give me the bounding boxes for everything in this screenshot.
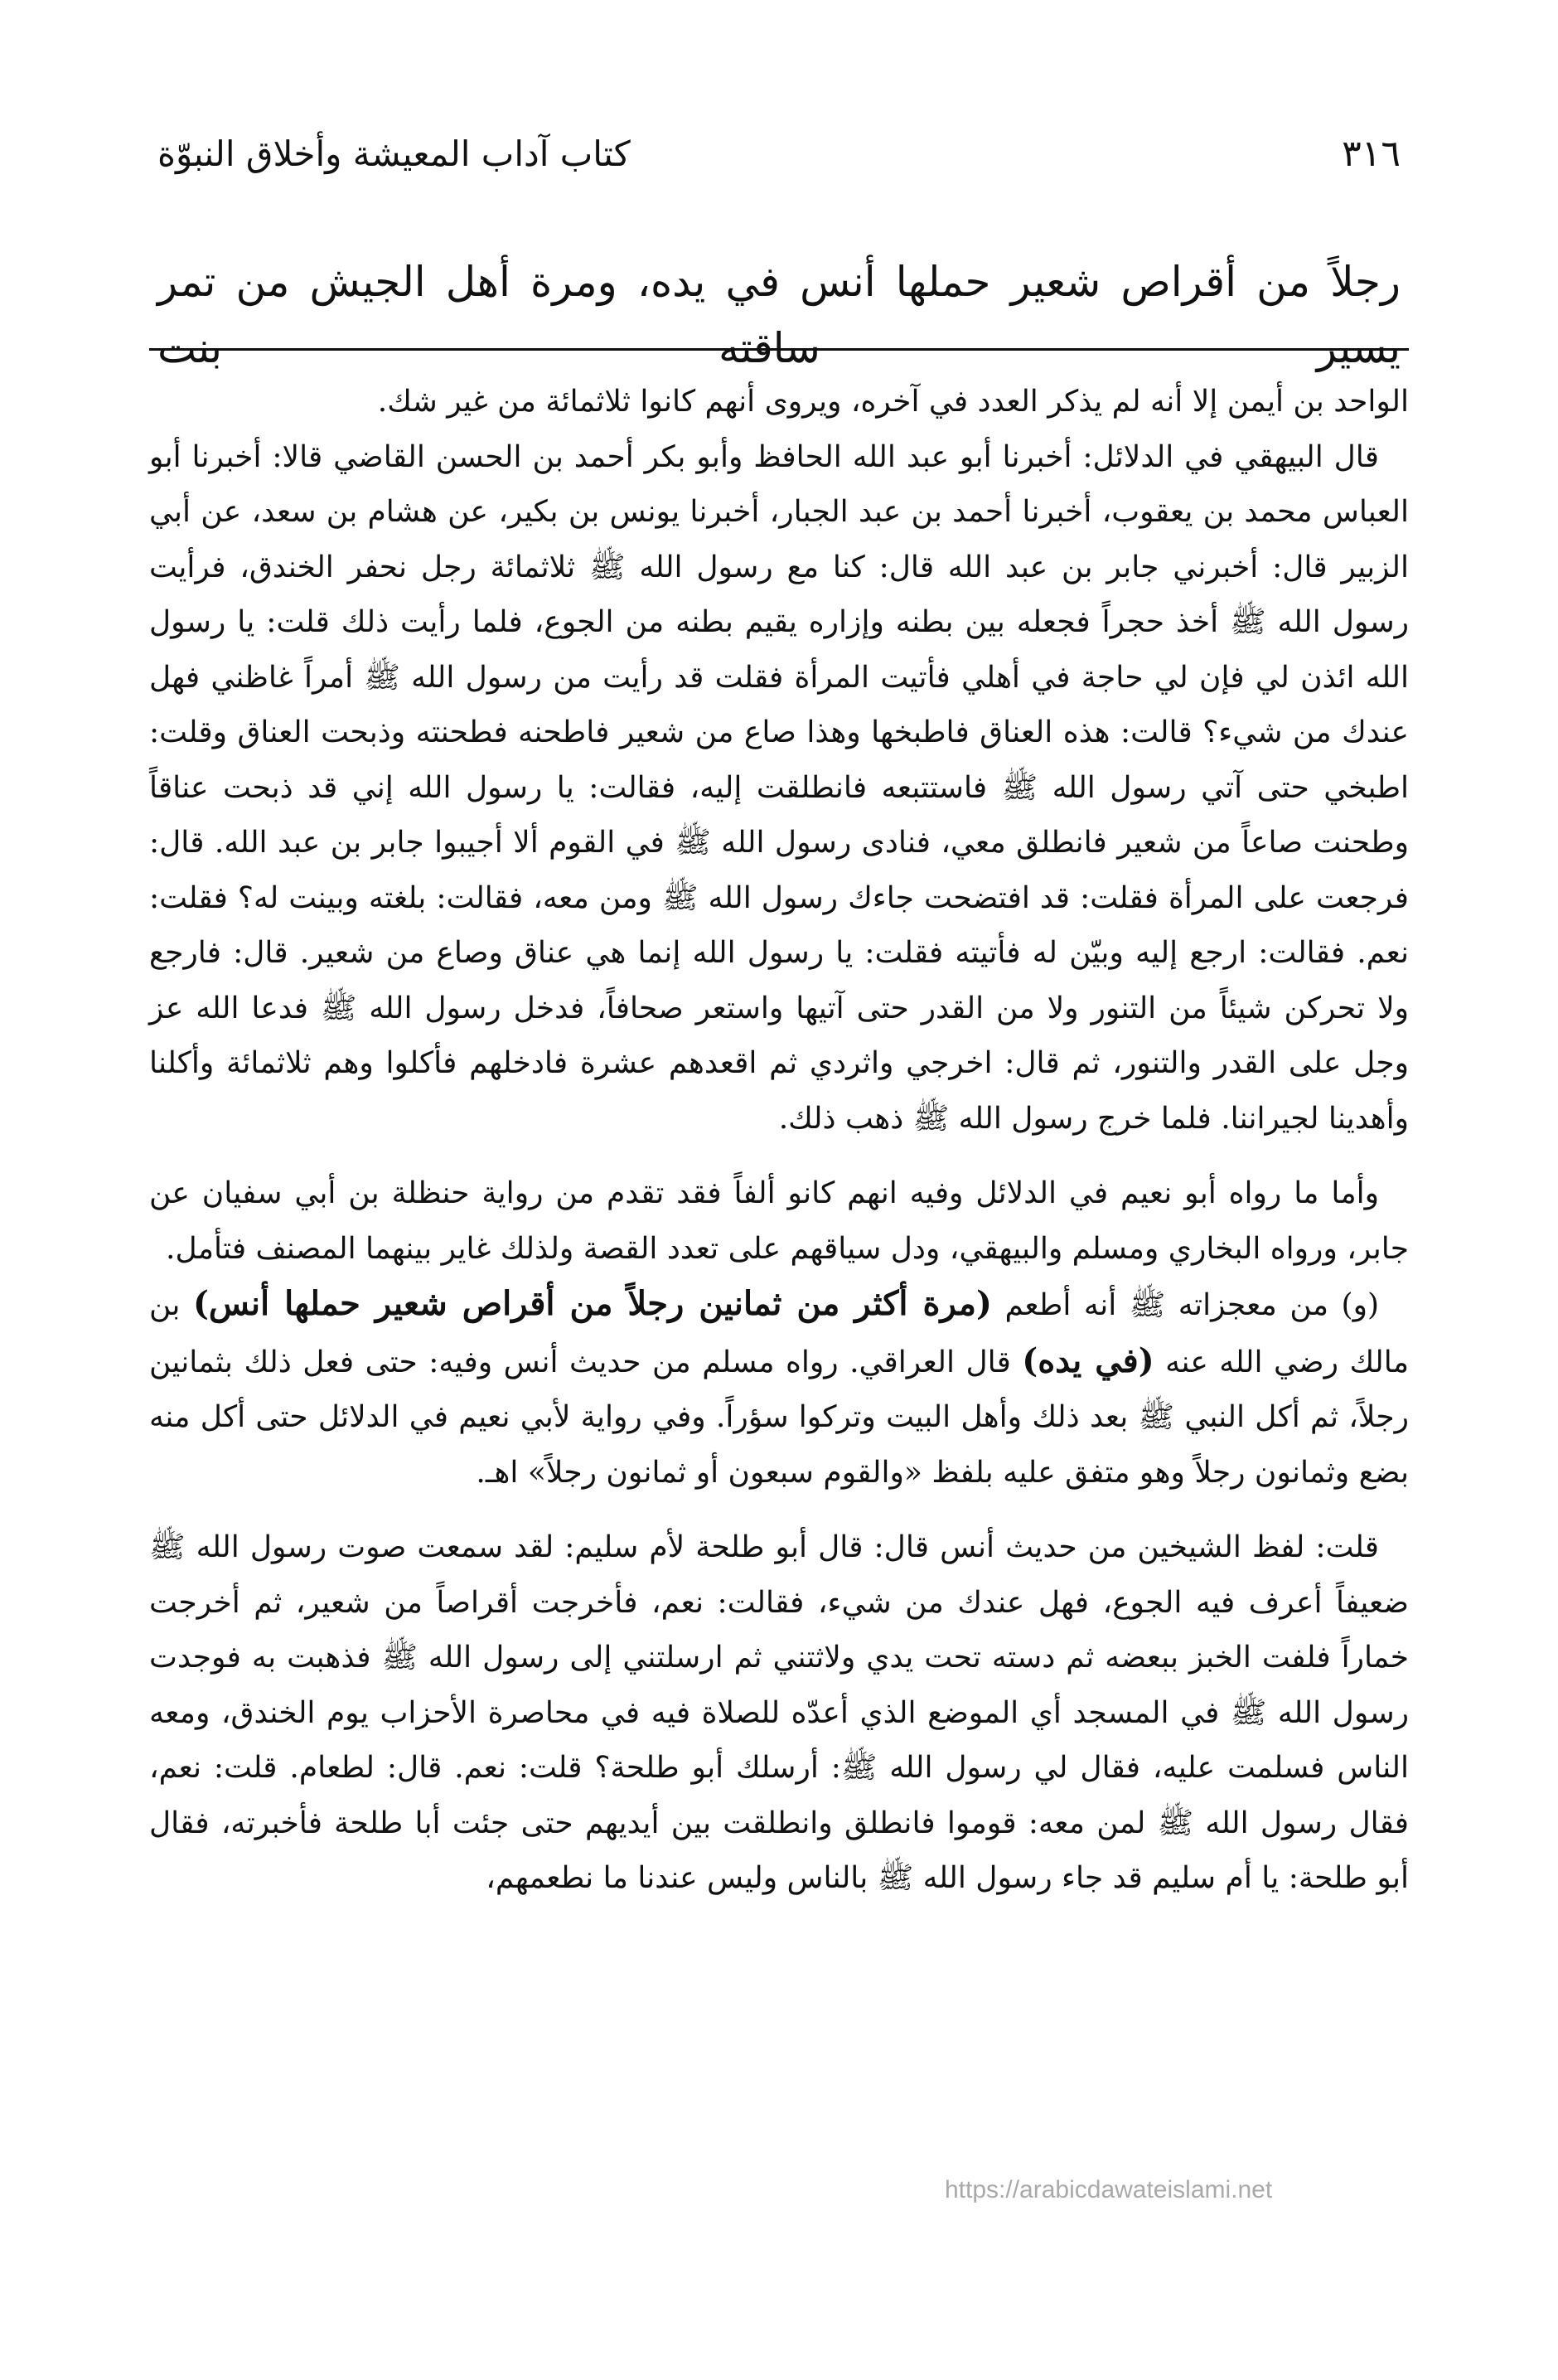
p4-lead: (و) من معجزاته ﷺ أنه أطعم: [1004, 1288, 1379, 1322]
commentary-paragraph-1: الواحد بن أيمن إلا أنه لم يذكر العدد في آخره، ويروى أنهم كانوا ثلاثمائة من غير شك.: [377, 385, 1409, 419]
p4-quoted-text-1: (مرة أكثر من ثمانين رجلاً من أقراص شعير حملها أنس): [192, 1284, 992, 1323]
running-title: كتاب آداب المعيشة وأخلاق النبوّة: [157, 133, 631, 174]
main-text-line: رجلاً من أقراص شعير حملها أنس في يده، ومرة أهل الجيش من تمر يسير ساقته بنت: [157, 258, 1401, 372]
separator-rule: [149, 348, 1409, 351]
p4-mid: بن مالك رضي الله عنه: [149, 1288, 1410, 1379]
commentary-paragraph-5: قلت: لفظ الشيخين من حديث أنس قال: قال أبو طلحة لأم سليم: لقد سمعت صوت رسول الله ﷺ ضعيفاً أعرف فيه الجوع، فهل عندك من شيء، فقالت: نعم، فأخرجت أقراصاً من شعير، ثم أخرجت خماراً فلفت الخبز ببعضه ثم دسته تحت يدي ولاثتني ثم ارسلتني إلى رسول الله ﷺ فذهبت به فوجدت رسول الله ﷺ في المسجد أي الموضع الذي أعدّه للصلاة فيه في محاصرة الأحزاب يوم الخندق، ومعه الناس فسلمت عليه، فقال لي رسول الله ﷺ: أرسلك أبو طلحة؟ قلت: نعم. قال: لطعام. قلت: نعم، فقال رسول الله ﷺ لمن معه: قوموا فانطلق وانطلقت بين أيديهم حتى جئت أبا طلحة فأخبرته، فقال أبو طلحة: يا أم سليم قد جاء رسول الله ﷺ بالناس وليس عندنا ما نطعمهم،: [149, 1530, 1409, 1895]
commentary-paragraph-3: وأما ما رواه أبو نعيم في الدلائل وفيه انهم كانو ألفاً فقد تقدم من رواية حنظلة بن أبي سفيان عن جابر، ورواه البخاري ومسلم والبيهقي، ودل سياقهم على تعدد القصة ولذلك غاير بينهما المصنف فتأمل.: [149, 1176, 1409, 1266]
page-number: ٣١٦: [1342, 132, 1401, 175]
p4-rest: قال العراقي. رواه مسلم من حديث أنس وفيه: حتى فعل ذلك بثمانين رجلاً، ثم أكل النبي ﷺ بعد ذلك وأهل البيت وتركوا سؤراً. وفي رواية لأبي نعيم في الدلائل حتى أكل منه بضع وثمانون رجلاً وهو متفق عليه بلفظ «والقوم سبعون أو ثمانون رجلاً» اهـ.: [149, 1345, 1409, 1490]
p4-quoted-text-2: (في يده): [1022, 1340, 1154, 1380]
watermark-url: https://arabicdawateislami.net: [945, 2176, 1273, 2203]
commentary-block: [149, 375, 1409, 1907]
commentary-paragraph-2: قال البيهقي في الدلائل: أخبرنا أبو عبد الله الحافظ وأبو بكر أحمد بن الحسن القاضي قالا: أخبرنا أبو العباس محمد بن يعقوب، أخبرنا أحمد بن عبد الجبار، أخبرنا يونس بن بكير، عن هشام بن سعد، عن أبي الزبير قال: أخبرني جابر بن عبد الله قال: كنا مع رسول الله ﷺ ثلاثمائة رجل نحفر الخندق، فرأيت رسول الله ﷺ أخذ حجراً فجعله بين بطنه وإزاره يقيم بطنه من الجوع، فلما رأيت ذلك قلت: يا رسول الله ائذن لي فإن لي حاجة في أهلي فأتيت المرأة فقلت قد رأيت من رسول الله ﷺ أمراً غاظني فهل عندك من شيء؟ قالت: هذه العناق فاطبخها وهذا صاع من شعير فاطحنه فطحنته وذبحت العناق وقلت: اطبخي حتى آتي رسول الله ﷺ فاستتبعه فانطلقت إليه، فقالت: يا رسول الله إني قد ذبحت عناقاً وطحنت صاعاً من شعير فانطلق معي، فنادى رسول الله ﷺ في القوم ألا أجيبوا جابر بن عبد الله. قال: فرجعت على المرأة فقلت: قد افتضحت جاءك رسول الله ﷺ ومن معه، فقالت: بلغته وبينت له؟ فقلت: نعم. فقالت: ارجع إليه وبيّن له فأتيته فقلت: يا رسول الله إنما هي عناق وصاع من شعير. قال: فارجع ولا تحركن شيئاً من التنور ولا من القدر حتى آتيها واستعر صحافاً، فدخل رسول الله ﷺ فدعا الله عز وجل على القدر والتنور، ثم قال: اخرجي واثردي ثم اقعدهم عشرة فادخلهم فأكلوا وهم ثلاثمائة وأكلنا وأهدينا لجيراننا. فلما خرج رسول الله ﷺ ذهب ذلك.: [149, 439, 1409, 1136]
commentary-paragraph-4: [149, 1277, 1409, 1500]
page-header: [157, 124, 1401, 182]
